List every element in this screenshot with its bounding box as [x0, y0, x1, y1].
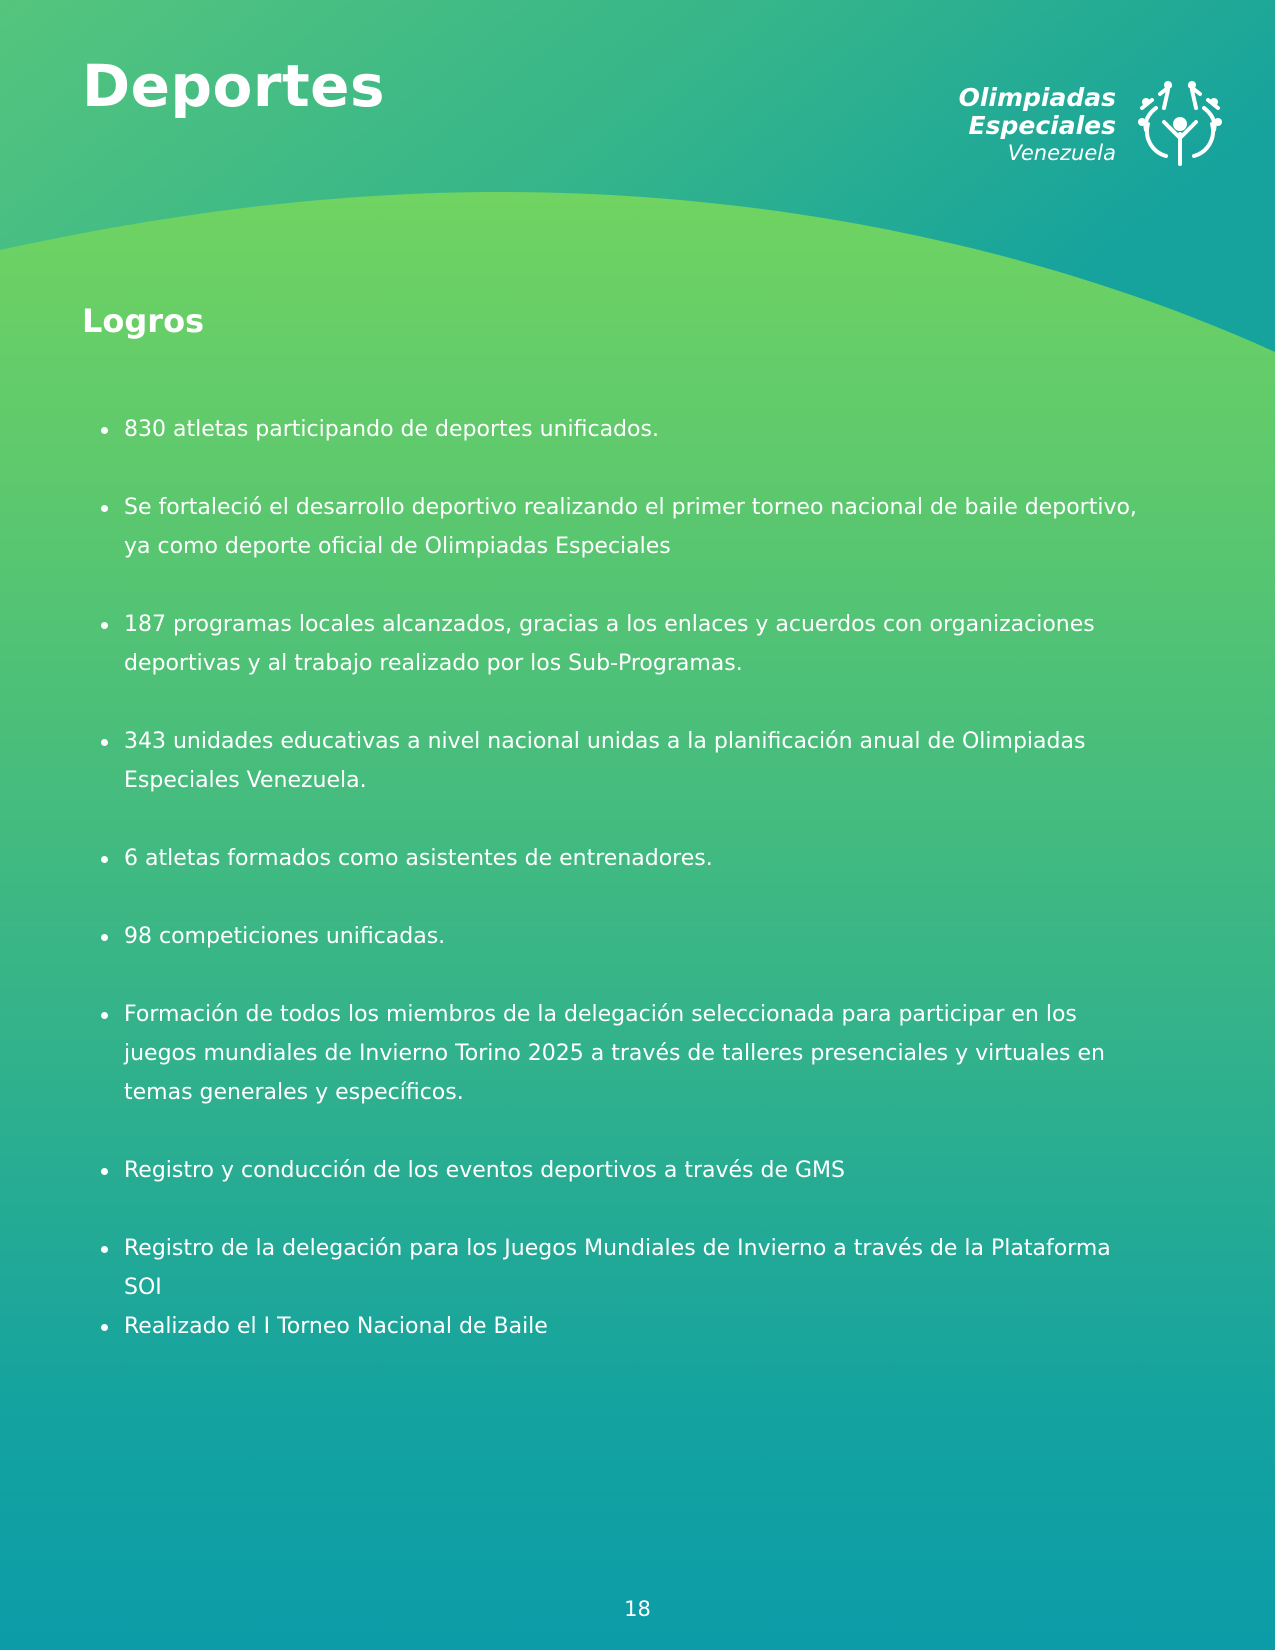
- page-number: 18: [624, 1597, 651, 1621]
- page-title: Deportes: [82, 52, 386, 120]
- organization-logo: [930, 78, 1230, 178]
- list-item: Registro de la delegación para los Juegos Mundiales de Invierno a través de la Plataforma SOI: [124, 1229, 1144, 1307]
- list-item: 6 atletas formados como asistentes de entrenadores.: [124, 839, 1144, 878]
- list-item: Realizado el I Torneo Nacional de Baile: [124, 1307, 1144, 1346]
- achievements-list: [124, 410, 1144, 1346]
- logo-wordmark: [930, 84, 1116, 166]
- list-item: 187 programas locales alcanzados, gracias a los enlaces y acuerdos con organizaciones deportivas y al trabajo realizado por los Sub-Programas.: [124, 605, 1144, 683]
- logo-line-3: Venezuela: [1007, 141, 1116, 165]
- list-item: Se fortaleció el desarrollo deportivo realizando el primer torneo nacional de baile deportivo, ya como deporte oficial de Olimpiadas Especiales: [124, 488, 1144, 566]
- list-item: 98 competiciones unificadas.: [124, 917, 1144, 956]
- special-olympics-emblem-icon: [1134, 78, 1226, 170]
- section-heading: Logros: [82, 302, 205, 340]
- list-item: 343 unidades educativas a nivel nacional unidas a la planificación anual de Olimpiadas Especiales Venezuela.: [124, 722, 1144, 800]
- list-item: 830 atletas participando de deportes unificados.: [124, 410, 1144, 449]
- logo-line-2: Especiales: [968, 111, 1116, 140]
- logo-line-1: Olimpiadas: [958, 83, 1116, 112]
- list-item: Registro y conducción de los eventos deportivos a través de GMS: [124, 1151, 1144, 1190]
- list-item: Formación de todos los miembros de la delegación seleccionada para participar en los juegos mundiales de Invierno Torino 2025 a través de talleres presenciales y virtuales en temas generales y específicos.: [124, 995, 1144, 1112]
